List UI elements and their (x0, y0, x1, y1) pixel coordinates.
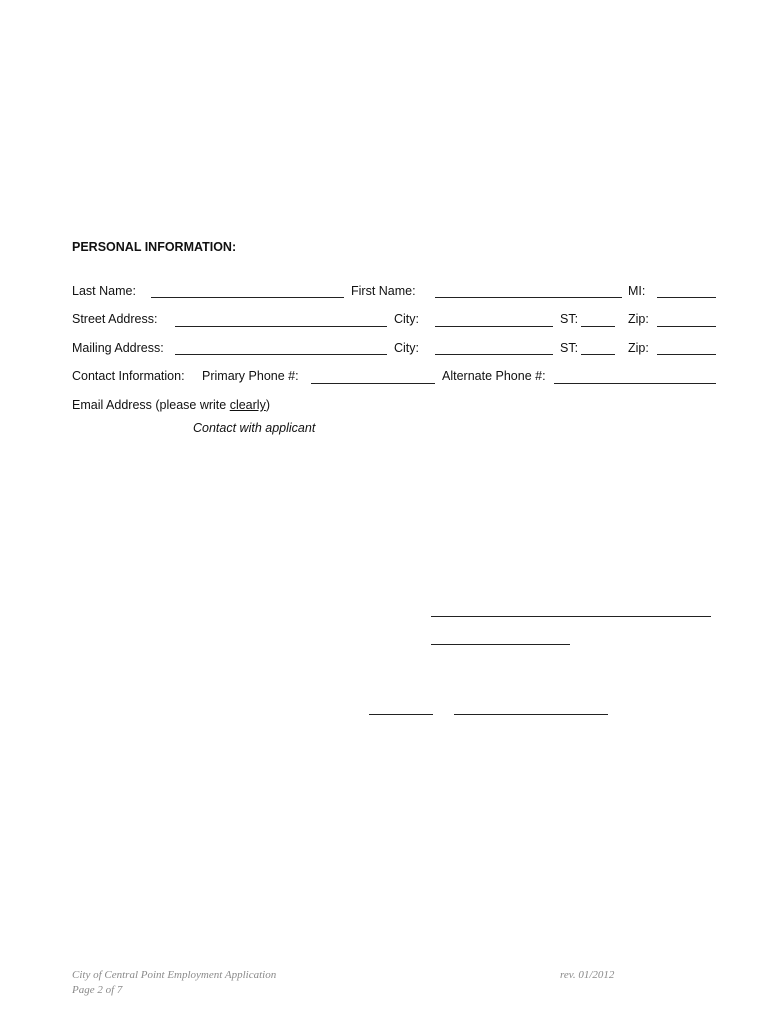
alternate-phone-label: Alternate Phone #: (442, 369, 546, 383)
mailing-city-field[interactable] (435, 354, 553, 355)
first-name-label: First Name: (351, 284, 416, 298)
mailing-zip-label: Zip: (628, 341, 649, 355)
street-st-label: ST: (560, 312, 579, 326)
email-label-suffix: ) (265, 398, 270, 412)
email-address-label (72, 398, 270, 412)
alternate-phone-field[interactable] (554, 383, 716, 384)
mailing-city-label: City: (394, 341, 419, 355)
mailing-zip-field[interactable] (657, 354, 716, 355)
primary-phone-field[interactable] (311, 383, 435, 384)
first-name-field[interactable] (435, 297, 622, 298)
last-name-field[interactable] (151, 297, 344, 298)
primary-phone-label: Primary Phone #: (202, 369, 299, 383)
footer-revision: rev. 01/2012 (560, 969, 615, 981)
mailing-st-field[interactable] (581, 354, 615, 355)
street-address-field[interactable] (175, 326, 387, 327)
mi-label: MI: (628, 284, 646, 298)
blank-line-2[interactable] (431, 644, 570, 645)
street-zip-label: Zip: (628, 312, 649, 326)
last-name-label: Last Name: (72, 284, 136, 298)
street-address-label: Street Address: (72, 312, 158, 326)
mailing-address-field[interactable] (175, 354, 387, 355)
footer-title: City of Central Point Employment Application (72, 969, 277, 981)
mi-field[interactable] (657, 297, 716, 298)
blank-line-3[interactable] (369, 714, 433, 715)
mailing-st-label: ST: (560, 341, 579, 355)
street-zip-field[interactable] (657, 326, 716, 327)
email-label-emphasis: clearly (229, 398, 266, 412)
blank-line-1[interactable] (431, 616, 711, 617)
street-city-field[interactable] (435, 326, 553, 327)
street-city-label: City: (394, 312, 419, 326)
street-st-field[interactable] (581, 326, 615, 327)
email-label-prefix: Email Address (please write (72, 398, 230, 412)
mailing-address-label: Mailing Address: (72, 341, 164, 355)
contact-with-applicant-label: Contact with applicant (193, 421, 316, 435)
section-heading: PERSONAL INFORMATION: (72, 240, 237, 254)
blank-line-4[interactable] (454, 714, 608, 715)
footer-page-number: Page 2 of 7 (72, 984, 123, 996)
contact-information-label: Contact Information: (72, 369, 185, 383)
